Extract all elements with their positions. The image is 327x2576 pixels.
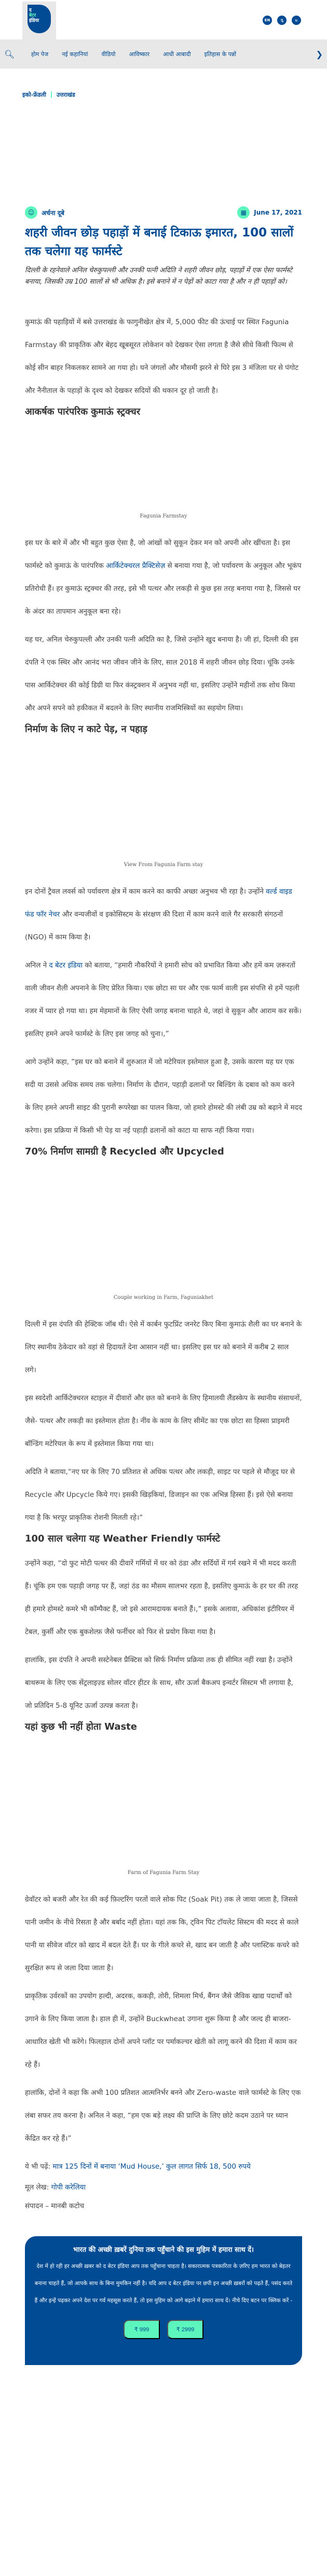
editor-credit: संपादन – मानबी कटोच bbox=[25, 2202, 85, 2210]
nav-item-new-stories[interactable]: नई कहानियां bbox=[62, 50, 88, 58]
publish-date: June 17, 2021 bbox=[254, 209, 302, 216]
article-summary: दिल्ली के रहनेवाले अनिल चेरुकुपल्ली और उनकी पत्नी अदिति ने शहरी जीवन छोड़, पहाड़ों में एक ऐसा फार्मस्टे बनाया, जिसकी उम्र 100 सालों से भी अधिक है। इसे बनाने में न पेड़ों को काटा गया है और न ही पहाड़ों को। bbox=[25, 267, 293, 286]
article-body bbox=[0, 223, 327, 2215]
paragraph: कुमाऊं की पहाड़ियों में बसे उत्तराखंड के फागुनीखेत क्षेत्र में, 5,000 फीट की ऊंचाई पर स्थित Fagunia Farmstay की प्राकृतिक और बेहद खूबसूरत लोकेशन को देखकर ऐसा लगता है जैसे सीधे किसी फिल्म से कोई सीन बाहर निकलकर सामने आ गया हो। घने जंगलों और मौसमी झरने से घिरे इस 3 मंजिला घर से पंगोट और नैनीताल के पहाड़ों के दृश्य को देखकर सदियों की थकान दूर हो जाती है। bbox=[25, 318, 298, 395]
image-caption: Fagunia Farmstay bbox=[140, 513, 187, 519]
site-header bbox=[0, 0, 327, 39]
donation-title: भारत की अच्छी ख़बरें दुनिया तक पहुँचाने की इस मुहिम में हमारा साथ दें। bbox=[73, 2246, 254, 2254]
image-caption: Couple working in Farm, Faguniakhet bbox=[113, 1295, 214, 1300]
original-author-link[interactable]: गोपी करेलिया bbox=[51, 2183, 86, 2192]
site-logo[interactable]: द बेटर इंडिया bbox=[28, 5, 51, 33]
also-read: ये भी पढ़ें: मात्र 125 दिनों में बनाया ‘Mud House,’ कुल लागत सिर्फ 18, 500 रुपये bbox=[25, 2162, 251, 2171]
date-info bbox=[237, 206, 302, 219]
also-read-link[interactable]: मात्र 125 दिनों में बनाया ‘Mud House,’ कुल लागत सिर्फ 18, 500 रुपये bbox=[52, 2162, 251, 2171]
donation-body: देश में हो रही हर अच्छी ख़बर को द बेटर इंडिया आप तक पहुँचाना चाहता है। सकारात्मक पत्रकारिता के ज़रिए हम भारत को बेहतर बनाना चाहते हैं, जो आपके साथ के बिना मुमकिन नहीं है। यदि आप द बेटर इंडिया पर छपी इन अच्छी ख़बरों को पढ़ते हैं, पसंद करते हैं और इन्हें पढ़कर अपने देश पर गर्व महसूस करते हैं, तो इस मुहिम को आगे बढ़ाने में हमारा साथ दें। नीचे दिए बटन पर क्लिक करें - bbox=[34, 2263, 293, 2304]
chevron-right-icon[interactable]: ❯ bbox=[316, 49, 323, 59]
breadcrumb-separator bbox=[51, 91, 52, 98]
the-better-india-link[interactable]: द बेटर इंडिया bbox=[49, 961, 83, 970]
section-heading: 100 साल चलेगा यह Weather Friendly फार्मस्टे bbox=[25, 1533, 221, 1544]
donation-banner bbox=[25, 2236, 302, 2365]
image-couple-working bbox=[25, 1160, 302, 1290]
image-caption: Farm of Fagunia Farm Stay bbox=[127, 1870, 200, 1876]
paragraph: अदिति ने बताया,“नए घर के लिए 70 प्रतिशत से अधिक पत्थर और लकड़ी, साइट पर पहले से मौजूद घर से Recycle और Upcycle किये गए। इसकी खिड़कियां, डिजाइन का एक अभिन्न हिस्सा हैं। इसे ऐसे बनाया गया है कि भरपूर प्राकृतिक रोशनी मिलती रहे।“ bbox=[25, 1468, 295, 1522]
breadcrumb bbox=[0, 69, 327, 101]
lang-gujarati-button[interactable]: ગુ bbox=[277, 16, 287, 25]
language-switcher bbox=[263, 16, 301, 25]
article-meta bbox=[0, 205, 327, 220]
user-icon: ☺ bbox=[25, 206, 37, 219]
author-info bbox=[25, 206, 64, 219]
original-credit: मूल लेख: गोपी करेलिया bbox=[25, 2183, 86, 2192]
donation-buttons bbox=[34, 2320, 293, 2339]
nav-item-women[interactable]: आधी आबादी bbox=[163, 50, 191, 58]
hero-image-placeholder bbox=[0, 101, 327, 205]
paragraph: इस घर के बारे में और भी बहुत कुछ ऐसा है, जो आंखों को सुकून देकर मन को अपनी ओर खींचता है। इस फार्मस्टे को कुमाऊं के पारंपरिक आर्किटेक्चरल प्रैक्टिसेज़ से बनाया गया है, जो पर्यावरण के अनुकूल और भूकंप प्रतिरोधी हैं। हर कुमाऊं स्ट्रक्चर की तरह, इसे भी पत्थर और लकड़ी से कुछ इस तरह बनाया गया है, जिससे घर के अंदर का तापमान अनुकूल बना रहे। bbox=[25, 539, 302, 616]
paragraph: अनिल ने द बेटर इंडिया को बताया, “हमारी नौकरियों ने हमारी सोच को प्रभावित किया और हमें कम ज़रूरतों वाली जीवन शैली अपनाने के लिए प्रेरित किया। एक छोटा सा घर और एक फार्म वाली इस संपत्ति से हमें पहली नजर में प्यार हो गया था। हम मेहमानों के लिए ऐसी जगह बनाना चाहते थे, जहां वे सुकून और आराम कर सकें। इसलिए हमने अपने फार्मस्टे के लिए इस जगह को चुना।,” bbox=[25, 961, 302, 1038]
wwf-link[interactable]: वर्ल्ड वाइड फंड फॉर नेचर bbox=[25, 887, 292, 919]
nav-item-innovation[interactable]: आविष्कार bbox=[129, 50, 150, 58]
paragraph: प्राकृतिक उर्वरकों का उपयोग हल्दी, अदरक, ककड़ी, तोरी, शिमला मिर्च, बैंगन जैसे जैविक खाद्य पदार्थों को उगाने के लिए किया जाता है। हाल ही में, उन्होंने Buckwheat उगाना शुरू किया है और जल्द ही बाजरा-आधारित खेती भी करेंगे। फिलहाल दोनों अपने प्लॉट पर पर्माकल्चर खेती को लागू करने की दिशा में काम कर रहे हैं। bbox=[25, 1992, 297, 2069]
section-heading: आकर्षक पारंपरिक कुमाऊं स्ट्रक्चर bbox=[25, 406, 141, 417]
page-title: शहरी जीवन छोड़ पहाड़ों में बनाई टिकाऊ इमारत, 100 सालों तक चलेगा यह फार्मस्टे bbox=[25, 226, 294, 258]
architectural-practices-link[interactable]: आर्किटेक्चरल प्रैक्टिसेज़ bbox=[106, 562, 166, 570]
paragraph: आगे उन्होंने कहा, ”इस घर को बनाने में शुरुआत में जो मटेरियल इस्तेमाल हुआ है, उसके कारण यह घर एक सदी या उससे अधिक समय तक चलेगा। निर्माण के दौरान, पहाड़ी ढलानों पर बिल्डिंग के दबाव को कम करने के लिए हमने अपनी साइट की पुरानी रूपरेखा का पालन किया, जो हमारे होमस्टे की लंबी उम्र को बढ़ाने में मदद करेगा। इस प्रक्रिया में किसी भी पेड़ या नई पहाड़ी ढलानों को काटा या साफ नहीं किया गया। bbox=[25, 1058, 302, 1135]
nav-item-home[interactable]: होम पेज bbox=[31, 50, 49, 58]
nav-item-history[interactable]: इतिहास के पन्नों bbox=[204, 50, 237, 58]
image-farm bbox=[25, 1735, 302, 1865]
section-heading: 70% निर्माण सामग्री है Recycled और Upcycled bbox=[25, 1146, 224, 1157]
breadcrumb-category[interactable]: इको-फ्रेंडली bbox=[22, 91, 46, 98]
section-heading: निर्माण के लिए न काटे पेड़, न पहाड़ bbox=[25, 724, 147, 735]
donate-2999-button[interactable]: ₹ 2999 bbox=[167, 2320, 203, 2339]
paragraph: उन्होंने कहा, “दो फुट मोटी पत्थर की दीवारें गर्मियों में घर को ठंडा और सर्दियों में गर्म रखने में भी मदद करती हैं। चूंकि हम एक पहाड़ी जगह पर हैं, जहां ठंड का मौसम सालभर रहता है, इसलिए कुमाऊं के हर घर की तरह ही हमारे होमस्टे कमरे भी कॉम्पैक्ट हैं, जो इसे आरामदायक बनाते हैं।,” इसके अलावा, अधिकांश इंटीरियर में टेबल, कुर्सी और एक बुकशेल्फ़ जैसे फर्नीचर को फिर से प्रयोग किया गया है। bbox=[25, 1559, 298, 1636]
paragraph: ग्रेवॉटर को बजरी और रेत की कई फ़िल्टरिंग परतों वाले सोक पिट (Soak Pit) तक ले जाया जाता है, जिससे पानी जमीन के नीचे रिसता है और बर्बाद नहीं होता। यहां तक कि, ट्विन पिट टॉयलेट सिस्टम की मदद से काले पानी या सीवेज वॉटर को खाद में बदल देते हैं। घर के गीले कचरे से, खाद बन जाती है और प्लास्टिक कचरे को सुरक्षित रूप से जला दिया जाता है। bbox=[25, 1895, 299, 1972]
image-fagunia-farmstay bbox=[25, 420, 302, 508]
image-caption: View From Fagunia Farm stay bbox=[124, 862, 203, 868]
nav-item-videos[interactable]: वीडियो bbox=[101, 50, 116, 58]
paragraph: हालांकि, दोनों ने कहा कि अभी 100 प्रतिशत आत्मनिर्भर बनने और Zero-waste वाले फार्मस्टे के लिए एक लंबा सफर तय करना है। अनिल ने कहा, “हम एक बड़े लक्ष्य की प्राप्ति के लिए छोटे कदम उठाने पर ध्यान केंद्रित कर रहे हैं।” bbox=[25, 2089, 301, 2143]
author-name[interactable]: अर्चना दूबे bbox=[42, 209, 64, 217]
image-view-from-farmstay bbox=[25, 737, 302, 857]
paragraph: हालांकि, इस दंपति ने अपनी सस्टेनेबल प्रैक्टिस को सिर्फ निर्माण प्रक्रिया तक ही सीमित नहीं रखा है। उन्होंने बाथरूम के लिए एक सेंट्रलाइज़्ड सोलर वॉटर हीटर के साथ, सौर ऊर्जा बैकअप इन्वर्टर सिस्टम भी लगाया है, जो प्रतिदिन 5-8 यूनिट ऊर्जा उत्पन्न करता है। bbox=[25, 1656, 293, 1710]
paragraph: इस स्वदेशी आर्किटेक्चरल स्टाइल में दीवारों और छत को बनाने के लिए हिमालयी लैंडस्केप के स्थानीय संसाधनों, जैसे- पत्थर और लकड़ी का इस्तेमाल होता है। नींव के काम के लिए सीमेंट का एक छोटा सा हिस्सा प्राइमरी बॉन्डिंग मटेरियल के रूप में इस्तेमाल किया गया था। bbox=[25, 1394, 302, 1448]
paragraph: यह घर, अनिल चेरुकुपल्ली और उनकी पत्नी अदिति का है, जिसे उन्होंने खुद बनाया है। जी हां, दिल्ली की इस दंपति ने एक स्थिर और आनंद भरा जीवन जीने के लिए, साल 2018 में शहरी जीवन छोड़ दिया। चूंकि उनके पास आर्किटेक्चर की कोई डिग्री या फिर कंस्ट्रक्शन में अनुभव नहीं था, इसलिए उन्होंने महीनों तक शोध किया और अपने सपने को हकीकत में बदलने के लिए स्थानीय राजमिस्त्रियों का सहयोग लिया। bbox=[25, 635, 298, 712]
donate-999-button[interactable]: ₹ 999 bbox=[124, 2320, 160, 2339]
paragraph: इन दोनों ट्रैवल लवर्स को पर्यावरण क्षेत्र में काम करने का काफी अच्छा अनुभव भी रहा है। उन्होंने वर्ल्ड वाइड फंड फॉर नेचर और वन्यजीवों व इकोसिस्टम के संरक्षण की दिशा में काम करने वाले गैर सरकारी संगठनों (NGO) में काम किया है। bbox=[25, 887, 292, 941]
logo-container[interactable] bbox=[22, 2, 56, 39]
lang-kannada-button[interactable]: ಬ bbox=[292, 16, 301, 25]
section-heading: यहां कुछ भी नहीं होता Waste bbox=[25, 1721, 137, 1732]
calendar-icon: ▦ bbox=[237, 206, 250, 219]
paragraph: दिल्ली में इस दंपति की हेक्टिक जॉब थी। ऐसे में कार्बन फुटप्रिंट जनरेट किए बिना कुमाऊं शैली का घर बनाने के लिए स्थानीय ठेकेदार को वहां से हिदायतें देना आसान नहीं था। इसलिए इस घर को बनाने में करीब 2 साल लगे। bbox=[25, 1320, 302, 1374]
lang-english-button[interactable]: EN bbox=[263, 16, 272, 25]
search-icon[interactable]: 🔍︎ bbox=[4, 49, 15, 59]
breadcrumb-location[interactable]: उत्तराखंड bbox=[56, 91, 75, 98]
main-nav bbox=[0, 39, 327, 69]
